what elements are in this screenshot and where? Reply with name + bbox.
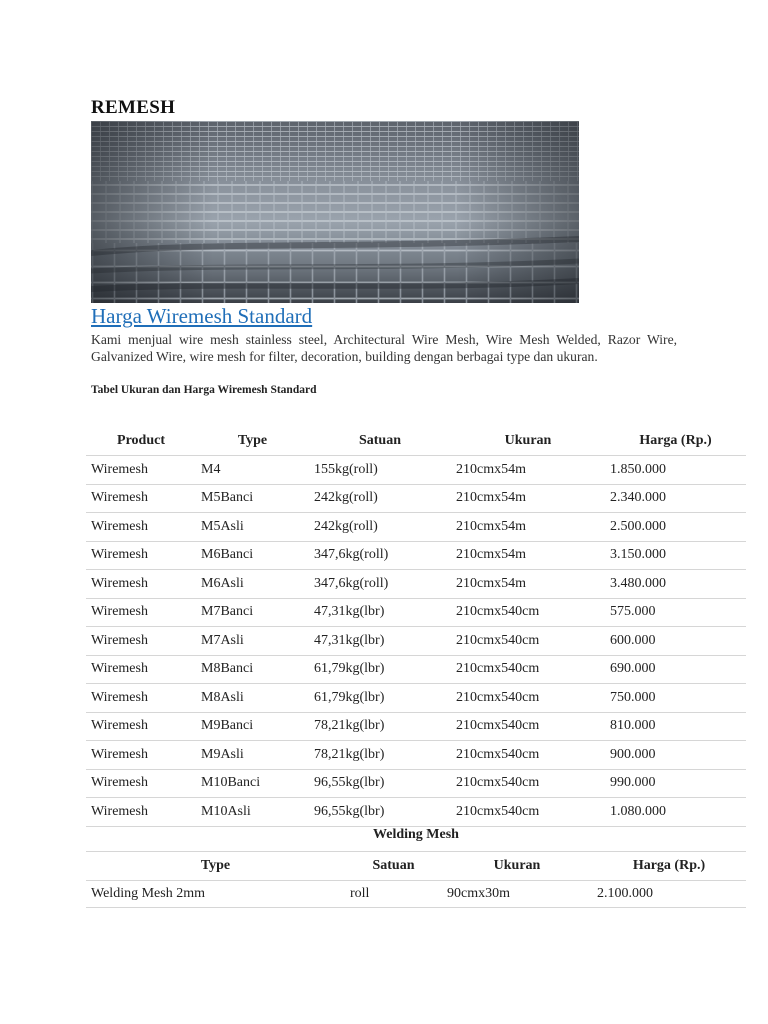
- harga-cell: 690.000: [605, 655, 746, 684]
- harga-wiremesh-link[interactable]: Harga Wiremesh Standard: [91, 304, 313, 328]
- table-row: [86, 627, 746, 656]
- product-cell: Wiremesh: [86, 456, 196, 485]
- type-cell: M7Banci: [196, 598, 309, 627]
- column-header: Satuan: [309, 426, 451, 456]
- ukuran-cell: 210cmx540cm: [451, 598, 605, 627]
- table-header-row: [86, 426, 746, 456]
- satuan-cell: 78,21kg(lbr): [309, 741, 451, 770]
- satuan-cell: 155kg(roll): [309, 456, 451, 485]
- satuan-cell: roll: [345, 881, 442, 908]
- table-row: [86, 541, 746, 570]
- harga-cell: 990.000: [605, 769, 746, 798]
- satuan-cell: 61,79kg(lbr): [309, 684, 451, 713]
- column-header: Satuan: [345, 852, 442, 881]
- harga-cell: 750.000: [605, 684, 746, 713]
- ukuran-cell: 210cmx540cm: [451, 798, 605, 827]
- ukuran-cell: 210cmx54m: [451, 541, 605, 570]
- wire-mesh-photo: [91, 121, 579, 303]
- ukuran-cell: 210cmx540cm: [451, 741, 605, 770]
- table-row: [86, 513, 746, 542]
- harga-cell: 900.000: [605, 741, 746, 770]
- product-cell: Wiremesh: [86, 769, 196, 798]
- intro-paragraph: Kami menjual wire mesh stainless steel, Architectural Wire Mesh, Wire Mesh Welded, Razor Wire, Galvanized Wire, wire mesh for filter, decoration, building dengan berbagai type dan ukuran.: [91, 332, 677, 365]
- satuan-cell: 61,79kg(lbr): [309, 655, 451, 684]
- type-cell: M6Banci: [196, 541, 309, 570]
- wiremesh-price-table: [86, 426, 746, 827]
- satuan-cell: 96,55kg(lbr): [309, 769, 451, 798]
- product-cell: Wiremesh: [86, 655, 196, 684]
- ukuran-cell: 210cmx54m: [451, 513, 605, 542]
- type-cell: M9Asli: [196, 741, 309, 770]
- harga-cell: 810.000: [605, 712, 746, 741]
- type-cell: M5Banci: [196, 484, 309, 513]
- ukuran-cell: 210cmx540cm: [451, 712, 605, 741]
- harga-cell: 2.500.000: [605, 513, 746, 542]
- satuan-cell: 96,55kg(lbr): [309, 798, 451, 827]
- document-title: REMESH: [91, 97, 176, 118]
- type-cell: M6Asli: [196, 570, 309, 599]
- type-cell: M5Asli: [196, 513, 309, 542]
- table-row: [86, 570, 746, 599]
- harga-cell: 3.480.000: [605, 570, 746, 599]
- table-row: [86, 741, 746, 770]
- type-cell: M8Banci: [196, 655, 309, 684]
- ukuran-cell: 210cmx540cm: [451, 655, 605, 684]
- column-header: Ukuran: [451, 426, 605, 456]
- harga-cell: 575.000: [605, 598, 746, 627]
- product-cell: Wiremesh: [86, 513, 196, 542]
- product-cell: Wiremesh: [86, 570, 196, 599]
- product-cell: Wiremesh: [86, 712, 196, 741]
- satuan-cell: 347,6kg(roll): [309, 541, 451, 570]
- table-row: [86, 484, 746, 513]
- table-row: [86, 684, 746, 713]
- ukuran-cell: 210cmx540cm: [451, 627, 605, 656]
- table-row: [86, 712, 746, 741]
- product-cell: Wiremesh: [86, 598, 196, 627]
- table-row: [86, 598, 746, 627]
- satuan-cell: 78,21kg(lbr): [309, 712, 451, 741]
- harga-cell: 1.080.000: [605, 798, 746, 827]
- column-header: Product: [86, 426, 196, 456]
- table-row: [86, 456, 746, 485]
- type-cell: M9Banci: [196, 712, 309, 741]
- product-cell: Wiremesh: [86, 627, 196, 656]
- product-cell: Wiremesh: [86, 741, 196, 770]
- ukuran-cell: 210cmx54m: [451, 456, 605, 485]
- column-header: Type: [86, 852, 345, 881]
- satuan-cell: 242kg(roll): [309, 513, 451, 542]
- product-cell: Wiremesh: [86, 798, 196, 827]
- satuan-cell: 47,31kg(lbr): [309, 627, 451, 656]
- harga-cell: 1.850.000: [605, 456, 746, 485]
- harga-cell: 3.150.000: [605, 541, 746, 570]
- type-cell: M10Banci: [196, 769, 309, 798]
- type-cell: M8Asli: [196, 684, 309, 713]
- type-cell: M4: [196, 456, 309, 485]
- product-cell: Wiremesh: [86, 684, 196, 713]
- ukuran-cell: 210cmx540cm: [451, 769, 605, 798]
- column-header: Ukuran: [442, 852, 592, 881]
- ukuran-cell: 210cmx54m: [451, 484, 605, 513]
- table-row: [86, 881, 746, 908]
- type-cell: M10Asli: [196, 798, 309, 827]
- ukuran-cell: 210cmx54m: [451, 570, 605, 599]
- type-cell: Welding Mesh 2mm: [86, 881, 345, 908]
- column-header: Harga (Rp.): [592, 852, 746, 881]
- satuan-cell: 242kg(roll): [309, 484, 451, 513]
- harga-cell: 2.340.000: [605, 484, 746, 513]
- satuan-cell: 347,6kg(roll): [309, 570, 451, 599]
- table-row: [86, 769, 746, 798]
- table-row: [86, 655, 746, 684]
- ukuran-cell: 210cmx540cm: [451, 684, 605, 713]
- type-cell: M7Asli: [196, 627, 309, 656]
- table-header-row: [86, 852, 746, 881]
- column-header: Harga (Rp.): [605, 426, 746, 456]
- welding-mesh-table: [86, 851, 746, 908]
- ukuran-cell: 90cmx30m: [442, 881, 592, 908]
- welding-mesh-title: Welding Mesh: [373, 827, 459, 842]
- product-cell: Wiremesh: [86, 484, 196, 513]
- table-row: [86, 798, 746, 827]
- satuan-cell: 47,31kg(lbr): [309, 598, 451, 627]
- harga-cell: 2.100.000: [592, 881, 746, 908]
- table-caption: Tabel Ukuran dan Harga Wiremesh Standard: [91, 384, 317, 396]
- column-header: Type: [196, 426, 309, 456]
- product-cell: Wiremesh: [86, 541, 196, 570]
- harga-cell: 600.000: [605, 627, 746, 656]
